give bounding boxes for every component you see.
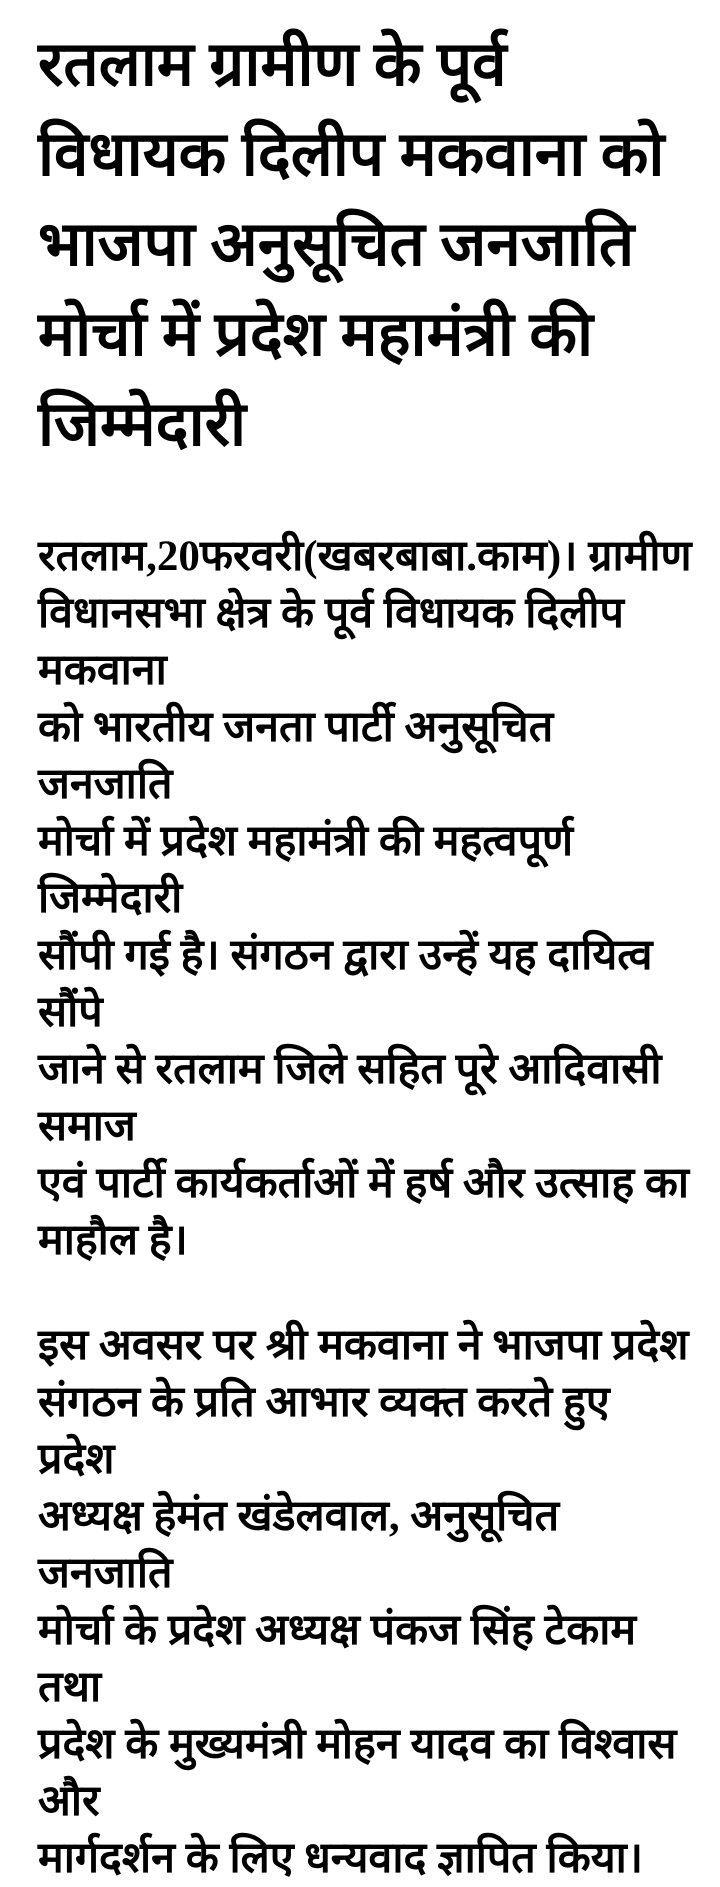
text-line: अध्यक्ष हेमंत खंडेलवाल, अनुसूचित जनजाति (38, 1493, 560, 1597)
text-line: इस अवसर पर श्री मकवाना ने भाजपा प्रदेश (38, 1322, 689, 1369)
article-paragraph-2 (38, 1317, 692, 1887)
text-line: रतलाम,20फरवरी(खबरबाबा.काम)। ग्रामीण (38, 533, 692, 580)
text-line: मोर्चा में प्रदेश महामंत्री की (38, 301, 594, 369)
article-paragraph-1 (38, 528, 692, 1269)
text-line: जाने से रतलाम जिले सहित पूरे आदिवासी समाज (38, 1046, 662, 1150)
text-line: एवं पार्टी कार्यकर्ताओं में हर्ष और उत्साह का (38, 1160, 690, 1207)
text-line: विधायक दिलीप मकवाना को (38, 121, 665, 189)
text-line: संगठन के प्रति आभार व्यक्त करते हुए प्रदेश (38, 1379, 610, 1483)
text-line: सौंपी गई है। संगठन द्वारा उन्हें यह दायित्व सौंपे (38, 932, 653, 1036)
text-line: प्रदेश के मुख्यमंत्री मोहन यादव का विश्वास और (38, 1721, 677, 1825)
text-line: माहौल है। (38, 1217, 188, 1264)
text-line: विधानसभा क्षेत्र के पूर्व विधायक दिलीप मकवाना (38, 590, 624, 694)
text-line: रतलाम ग्रामीण के पूर्व (38, 31, 507, 99)
text-line: मोर्चा में प्रदेश महामंत्री की महत्वपूर्ण जिम्मेदारी (38, 818, 574, 922)
text-line: भाजपा अनुसूचित जनजाति (38, 211, 635, 279)
text-line: जिम्मेदारी (38, 391, 247, 459)
text-line: मार्गदर्शन के लिए धन्यवाद ज्ञापित किया। (38, 1835, 644, 1882)
article-headline (38, 20, 692, 470)
text-line: को भारतीय जनता पार्टी अनुसूचित जनजाति (38, 704, 554, 808)
text-line: मोर्चा के प्रदेश अध्यक्ष पंकज सिंह टेकाम तथा (38, 1607, 637, 1711)
